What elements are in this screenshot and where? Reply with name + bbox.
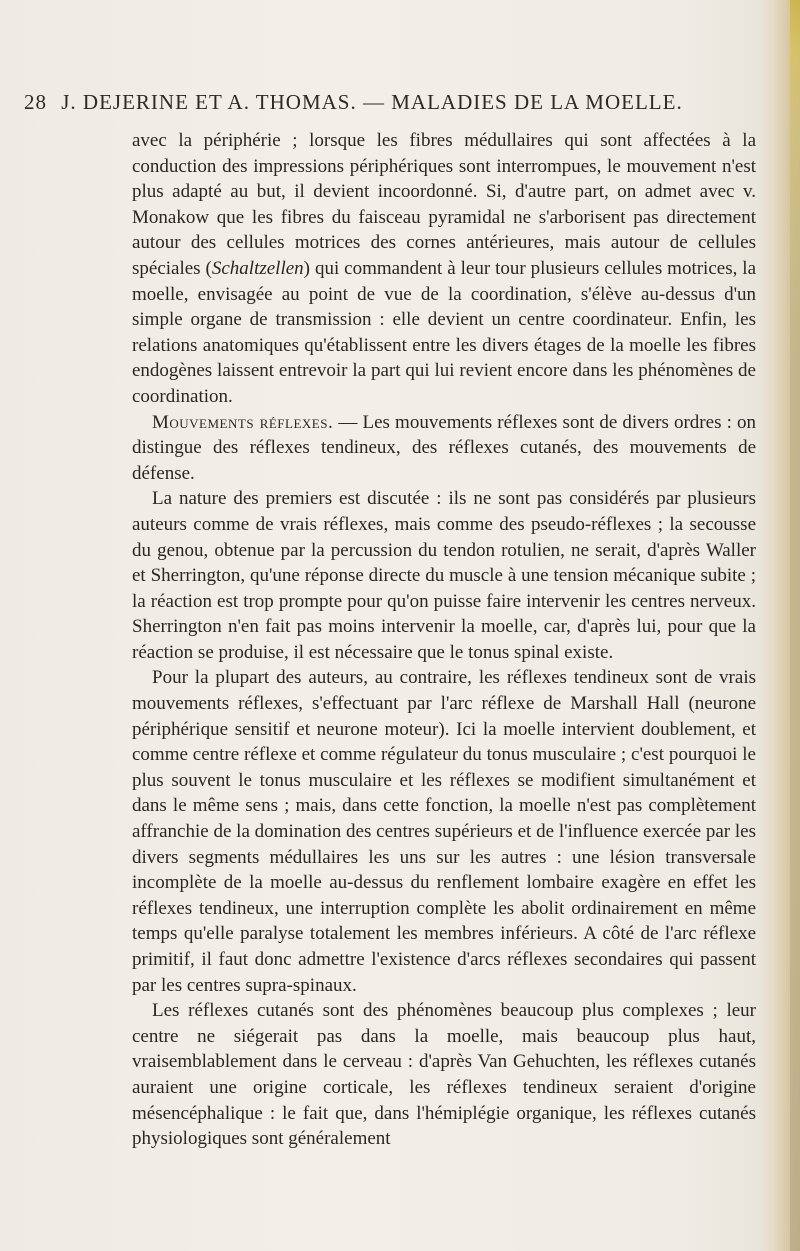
paragraph-4: Pour la plupart des auteurs, au contraire, les réflexes tendineux sont de vrais mouvements réflexes, s'effectuant par l'arc réflexe de Marshall Hall (neurone périphérique sensitif et neurone moteur). Ici la moelle intervient doublement, et comme centre réflexe et comme régulateur du tonus musculaire ; c'est pourquoi le plus souvent le tonus musculaire et les réflexes se modifient simultanément et dans le même sens ; mais, dans cette fonction, la moelle n'est pas complètement affranchie de la domination des centres supérieurs et de l'influence exercée par les divers segments médullaires les uns sur les autres : une lésion transversale incomplète de la moelle au-dessus du renflement lombaire exagère en effet les réflexes tendineux, une interruption complète les abolit ordinairement en même temps qu'elle paralyse totalement les membres inférieurs. A côté de l'arc réflexe primitif, il faut donc admettre l'existence d'arcs réflexes secondaires qui passent par les centres supra-spinaux. [132, 667, 756, 996]
running-head [24, 90, 744, 115]
page-edge-strip [790, 0, 800, 1251]
section-heading-reflexes: Mouvements réflexes. [152, 411, 334, 433]
paragraph-3: La nature des premiers est discutée : ils ne sont pas considérés par plusieurs auteurs comme de vrais réflexes, mais comme des pseudo-réflexes ; la secousse du genou, obtenue par la percussion du tendon rotulien, ne serait, d'après Waller et Sherrington, qu'une réponse directe du muscle à une tension mécanique subite ; la réaction est trop prompte pour qu'on puisse faire intervenir les centres nerveux. Sherrington n'en fait pas moins intervenir la moelle, car, d'après lui, pour que la réaction se produise, il est nécessaire que le tonus spinal existe. [132, 488, 756, 663]
term-schaltzellen: Schaltzellen [211, 257, 304, 279]
paragraph-1-text-a: avec la périphérie ; lorsque les fibres médullaires qui sont affectées à la conduction des impressions périphériques sont interrompues, le mouvement n'est plus adapté au but, il devient incoordonné. Si, d'autre part, on admet avec v. Monakow que les fibres du faisceau pyramidal ne s'arborisent pas directement autour des cellules motrices des cornes antérieures, mais autour de cellules spéciales ( [132, 130, 756, 279]
paragraph-1 [132, 128, 756, 410]
paragraph-1-text-b: ) qui commandent à leur tour plusieurs cellules motrices, la moelle, envisagée au point de vue de la coordination, s'élève au-dessus d'un simple organe de transmission : elle devient un centre coordinateur. Enfin, les relations anatomiques qu'établissent entre les divers étages de la moelle les fibres endogènes laissent entrevoir la part qui lui revient encore dans les phénomènes de coordination. [132, 257, 757, 407]
paragraph-2 [132, 410, 756, 487]
page-number: 28 [24, 90, 47, 114]
paragraph-5: Les réflexes cutanés sont des phénomènes beaucoup plus complexes ; leur centre ne siégerait pas dans la moelle, mais beaucoup plus haut, vraisemblablement dans le cerveau : d'après Van Gehuchten, les réflexes cutanés auraient une origine corticale, les réflexes tendineux seraient d'origine mésencéphalique : le fait que, dans l'hémiplégie organique, les réflexes cutanés physiologiques sont généralement [132, 1000, 756, 1150]
body-text [132, 128, 756, 1152]
paragraph-2-text: — Les mouvements réflexes sont de divers ordres : on distingue des réflexes tendineux, des réflexes cutanés, des mouvements de défense. [132, 411, 756, 484]
running-head-title: J. DEJERINE ET A. THOMAS. — MALADIES DE LA MOELLE. [61, 90, 683, 114]
